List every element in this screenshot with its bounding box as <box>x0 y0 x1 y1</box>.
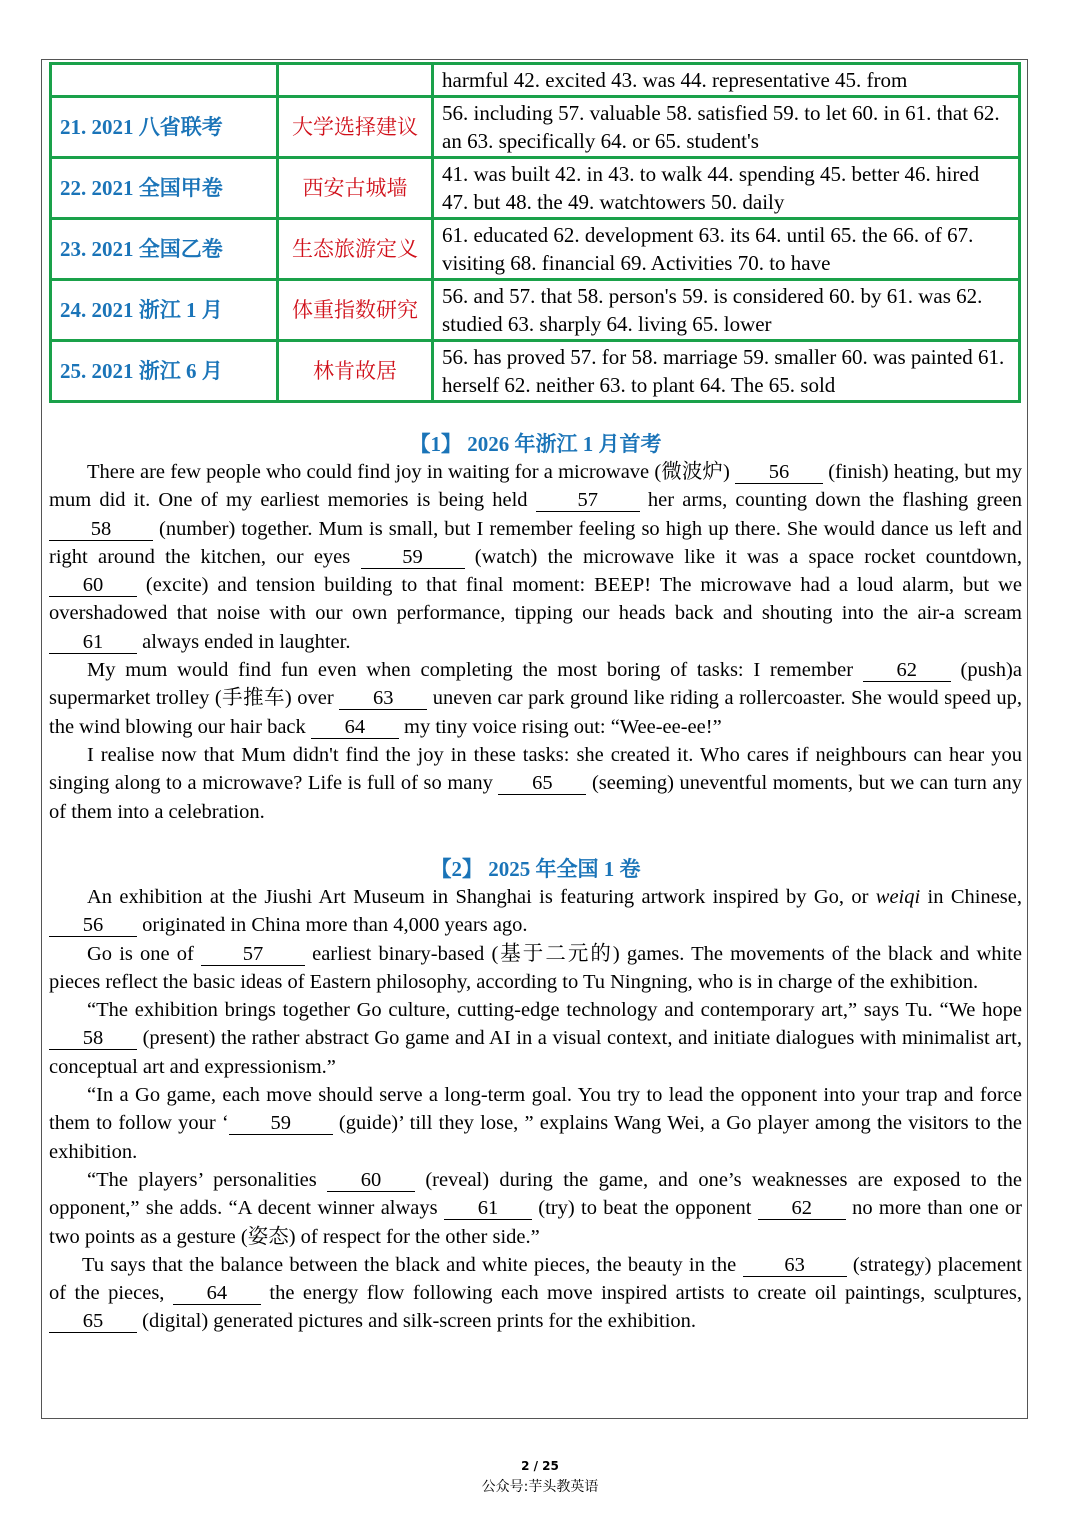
row-answers: harmful 42. excited 43. was 44. representative 45. from <box>433 64 1020 97</box>
answer-blank[interactable]: 63 <box>339 687 427 710</box>
paragraph: “The exhibition brings together Go culture, cutting-edge technology and contemporary art,” says Tu. “We hope 58 (present) the rather abstract Go game and AI in a visual context, and initiate dialogues with minimalist art, conceptual art and expressionism.” <box>49 999 1022 1078</box>
answer-blank[interactable]: 57 <box>201 943 305 966</box>
table-row <box>51 219 1020 280</box>
answer-blank[interactable]: 62 <box>863 659 951 682</box>
table-row <box>51 280 1020 341</box>
answer-blank[interactable]: 64 <box>311 716 399 739</box>
answer-blank[interactable]: 64 <box>173 1282 261 1305</box>
row-number: 21. 2021 八省联考 <box>51 97 278 158</box>
answer-blank[interactable]: 57 <box>536 489 640 512</box>
row-number: 23. 2021 全国乙卷 <box>51 219 278 280</box>
paragraph: “In a Go game, each move should serve a long-term goal. You try to lead the opponent into your trap and force them to follow your ‘ 59 (guide)’ till they lose, ” explains Wang Wei, a Go player among the visitors to the exhibition. <box>49 1084 1022 1163</box>
row-answers: 56. has proved 57. for 58. marriage 59. smaller 60. was painted 61. herself 62. neither 63. to plant 64. The 65. sold <box>433 341 1020 402</box>
answer-blank[interactable]: 63 <box>743 1254 847 1277</box>
paragraph: I realise now that Mum didn't find the joy in these tasks: she created it. Who cares if neighbours can hear you singing along to a microwave? Life is full of so many 65 (seeming) uneventful moments, but we can turn any of them into a celebration. <box>49 743 1022 823</box>
table-row <box>51 158 1020 219</box>
row-topic: 林肯故居 <box>278 341 433 402</box>
answer-blank[interactable]: 59 <box>361 546 465 569</box>
row-topic: 生态旅游定义 <box>278 219 433 280</box>
table-row <box>51 97 1020 158</box>
answer-blank[interactable]: 62 <box>758 1197 846 1220</box>
answer-blank[interactable]: 56 <box>49 914 137 937</box>
row-number <box>51 64 278 97</box>
answer-blank[interactable]: 59 <box>229 1112 333 1135</box>
passage-2-title: 【2】 2025 年全国 1 卷 <box>430 857 641 881</box>
paragraph: Go is one of 57 earliest binary-based (基于二元的) games. The movements of the black and white pieces reflect the basic ideas of Eastern philosophy, according to Tu Ningning, who is in charge of the exhibition. <box>49 942 1022 993</box>
answer-blank[interactable]: 56 <box>735 461 823 484</box>
passage-1 <box>49 430 1022 826</box>
answer-blank[interactable]: 65 <box>49 1310 137 1333</box>
watermark-text: 公众号:芋头教英语 <box>481 1479 599 1495</box>
table-row <box>51 341 1020 402</box>
row-answers: 56. including 57. valuable 58. satisfied 59. to let 60. in 61. that 62. an 63. specifically 64. or 65. student's <box>433 97 1020 158</box>
answer-blank[interactable]: 58 <box>49 518 153 541</box>
row-number: 25. 2021 浙江 6 月 <box>51 341 278 402</box>
answer-blank[interactable]: 65 <box>498 772 586 795</box>
row-topic: 大学选择建议 <box>278 97 433 158</box>
row-topic: 西安古城墙 <box>278 158 433 219</box>
answer-blank[interactable]: 58 <box>49 1027 137 1050</box>
answer-blank[interactable]: 60 <box>49 574 137 597</box>
paragraph: “The players’ personalities 60 (reveal) during the game, and one’s weaknesses are exposed to the opponent,” she adds. “A decent winner always 61 (try) to beat the opponent 62 no more than one or two points as a gesture (姿态) of respect for the other side.” <box>49 1168 1022 1248</box>
answer-blank[interactable]: 60 <box>327 1169 415 1192</box>
page-number: 2 / 25 <box>521 1459 559 1473</box>
passage-2 <box>49 855 1022 1336</box>
row-number: 22. 2021 全国甲卷 <box>51 158 278 219</box>
row-topic <box>278 64 433 97</box>
passage-1-title: 【1】 2026 年浙江 1 月首考 <box>409 432 662 456</box>
paragraph: An exhibition at the Jiushi Art Museum in Shanghai is featuring artwork inspired by Go, or weiqi in Chinese, 56 originated in China more than 4,000 years ago. <box>49 883 1022 940</box>
paragraph: Tu says that the balance between the black and white pieces, the beauty in the 63 (strategy) placement of the pieces, 64 the energy flow following each move inspired artists to create oil paintings, sculptures, 65 (digital) generated pictures and silk-screen prints for the exhibition. <box>49 1253 1022 1333</box>
row-topic: 体重指数研究 <box>278 280 433 341</box>
paragraph: My mum would find fun even when completing the most boring of tasks: I remember 62 (push)a supermarket trolley (手推车) over 63 uneven car park ground like riding a rollercoaster. She would speed up, the wind blowing our hair back 64 my tiny voice rising out: “Wee-ee-ee!” <box>49 659 1023 738</box>
answer-blank[interactable]: 61 <box>444 1197 532 1220</box>
row-number: 24. 2021 浙江 1 月 <box>51 280 278 341</box>
answer-blank[interactable]: 61 <box>49 631 137 654</box>
answer-table <box>49 62 1021 403</box>
table-row <box>51 64 1020 97</box>
row-answers: 41. was built 42. in 43. to walk 44. spending 45. better 46. hired 47. but 48. the 49. watchtowers 50. daily <box>433 158 1020 219</box>
row-answers: 56. and 57. that 58. person's 59. is considered 60. by 61. was 62. studied 63. sharply 64. living 65. lower <box>433 280 1020 341</box>
paragraph: There are few people who could find joy in waiting for a microwave (微波炉) 56 (finish) heating, but my mum did it. One of my earliest memories is being held 57 her arms, counting down the flashing green 58 (number) together. Mum is small, but I remember feeling so high up there. She would dance us left and right around the kitchen, our eyes 59 (watch) the microwave like it was a space rocket countdown, 60 (excite) and tension building to that final moment: BEEP! The microwave had a loud alarm, but we overshadowed that noise with our own performance, tipping our heads back and shouting into the air-a scream 61 always ended in laughter. <box>49 461 1022 653</box>
row-answers: 61. educated 62. development 63. its 64. until 65. the 66. of 67. visiting 68. financial 69. Activities 70. to have <box>433 219 1020 280</box>
